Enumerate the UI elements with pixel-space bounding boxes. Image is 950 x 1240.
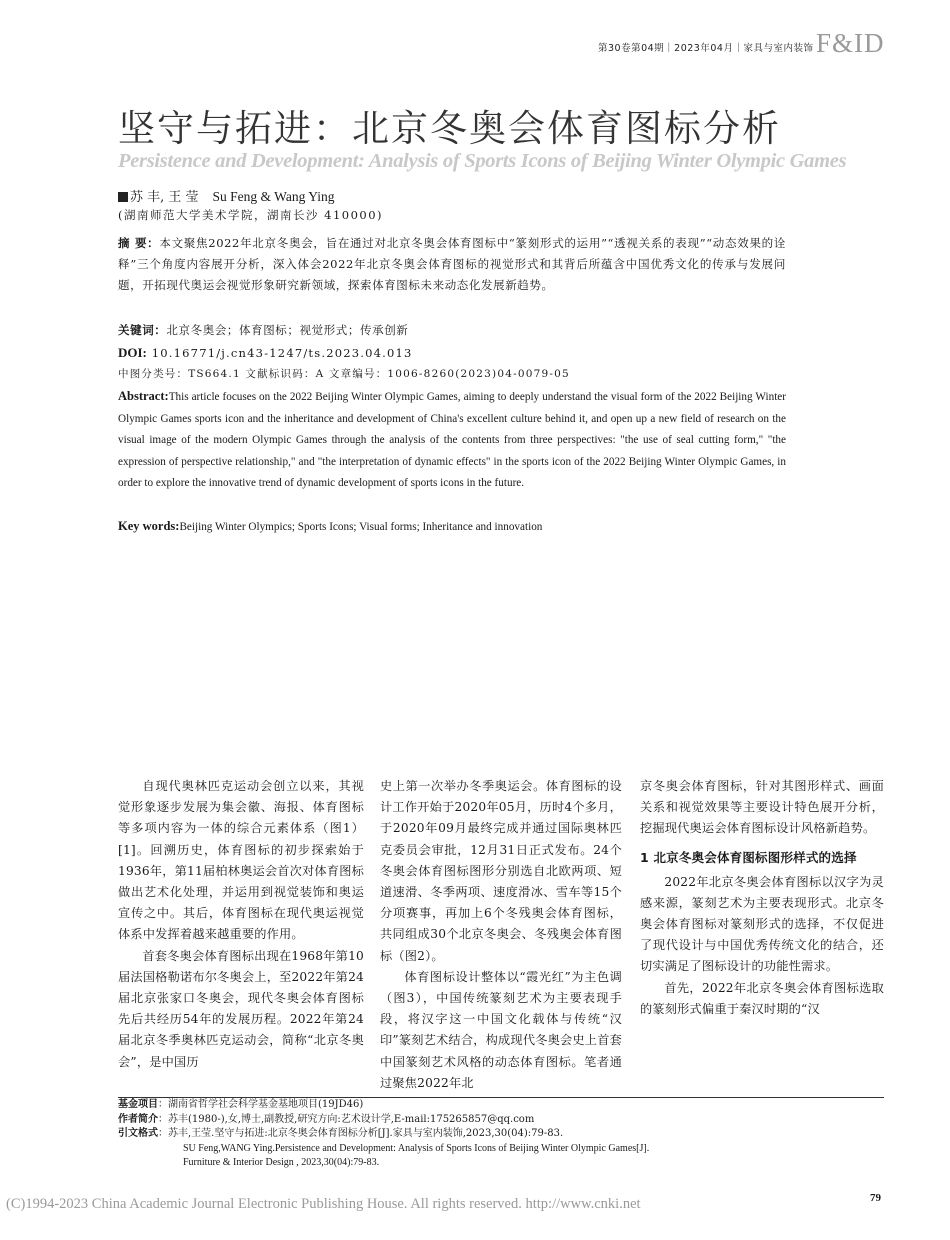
abstract-en-label: Abstract: — [118, 389, 169, 403]
body-column-2 — [380, 776, 622, 1094]
section-heading: 1 北京冬奥会体育图标图形样式的选择 — [640, 849, 857, 865]
page-number: 79 — [870, 1192, 881, 1204]
abstract-en-text: This article focuses on the 2022 Beijing Winter Olympic Games, aiming to deeply understand the visual form of the 2022 Beijing Winter Olympic Games sports icon and the inheritance and development of China's excellent culture behind it, and open up a new field of research on the visual image of the modern Olympic Games through the analysis of the contents from three perspectives: "the use of seal cutting form," "the expression of perspective relationship," and "the interpretation of dynamic effects" in the sports icon of the 2022 Beijing Winter Olympic Games, in order to explore the innovative trend of dynamic development of sports icons in the future. — [118, 391, 786, 489]
keywords-cn-text: 北京冬奥会；体育图标；视觉形式；传承创新 — [166, 323, 409, 337]
footnote-citation-cn: ：苏丰,王莹.坚守与拓进:北京冬奥会体育图标分析[J].家具与室内装饰,2023,30(04):79-83. — [158, 1128, 564, 1139]
footnote-fund-label: 基金项目 — [118, 1099, 158, 1110]
author-affiliation: (湖南师范大学美术学院，湖南长沙 410000) — [118, 208, 384, 222]
footnote-author-text: ：苏丰(1980-),女,博士,副教授,研究方向:艺术设计学,E-mail:175265857@qq.com — [158, 1113, 535, 1125]
classification-line: 中图分类号：TS664.1 文献标识码：A 文章编号：1006-8260(2023)04-0079-05 — [118, 368, 570, 380]
footnote-author-label: 作者简介 — [118, 1113, 158, 1125]
body-paragraph: 京冬奥会体育图标，针对其图形样式、画面关系和视觉效果等主要设计特色展开分析，挖掘现代奥运会体育图标设计风格新趋势。 — [640, 779, 884, 836]
footnote-citation-label: 引文格式 — [118, 1128, 158, 1139]
article-title-en: Persistence and Development: Analysis of Sports Icons of Beijing Winter Olympic Games — [118, 150, 847, 172]
body-paragraph: 首先，2022年北京冬奥会体育图标选取的篆刻形式偏重于秦汉时期的“汉 — [640, 980, 884, 1016]
authors-cn: 苏 丰, 王 莹 — [130, 190, 199, 205]
keywords-en-text: Beijing Winter Olympics; Sports Icons; Visual forms; Inheritance and innovation — [179, 521, 543, 533]
keywords-cn-label: 关键词： — [118, 323, 167, 337]
keywords-en-label: Key words: — [118, 519, 180, 533]
authors-line — [118, 186, 334, 205]
footnote-citation-en-2: Furniture & Interior Design , 2023,30(04):79-83. — [183, 1157, 380, 1168]
authors-en: Su Feng & Wang Ying — [212, 189, 335, 204]
body-paragraph: 史上第一次举办冬季奥运会。体育图标的设计工作开始于2020年05月，历时4个多月，于2020年09月最终完成并通过国际奥林匹克委员会审批，12月31日正式发布。24个冬奥会体育图标图形分别选自北欧两项、短道速滑、冬季两项、速度滑冰、雪车等15个分项赛事，再加上6个冬残奥会体育图标，共同组成30个北京冬奥会、冬残奥会体育图标（图2）。 — [380, 779, 622, 963]
doi-label: DOI: — [118, 345, 147, 360]
body-paragraph: 首套冬奥会体育图标出现在1968年第10届法国格勒诺布尔冬奥会上，至2022年第24届北京张家口冬奥会，现代冬奥会体育图标先后共经历54年的发展历程。2022年第24届北京冬季奥林匹克运动会，简称“北京冬奥会”，是中国历 — [118, 948, 364, 1069]
journal-header-meta: 第30卷第04期｜2023年04月｜家具与室内装饰 — [598, 43, 814, 54]
footnote-citation — [118, 1127, 884, 1142]
abstract-cn — [118, 233, 786, 296]
keywords-cn — [118, 320, 786, 341]
footnote-author — [118, 1113, 884, 1128]
body-column-3 — [640, 776, 884, 1020]
body-paragraph: 2022年北京冬奥会体育图标以汉字为灵感来源，篆刻艺术为主要表现形式。北京冬奥会体育图标对篆刻形式的选择，不仅促进了现代设计与中国优秀传统文化的结合，还切实满足了图标设计的功能性需求。 — [640, 874, 884, 974]
article-title-cn: 坚守与拓进：北京冬奥会体育图标分析 — [118, 107, 781, 150]
journal-logo: F&ID — [816, 28, 885, 58]
body-paragraph: 体育图标设计整体以“霞光红”为主色调（图3），中国传统篆刻艺术为主要表现手段，将汉字这一中国文化载体与传统“汉印”篆刻艺术结合，构成现代冬奥会史上首套中国篆刻艺术风格的动态体育图标。笔者通过聚焦2022年北 — [380, 969, 622, 1090]
abstract-en — [118, 386, 786, 495]
footnotes — [118, 1098, 884, 1171]
footnote-fund — [118, 1098, 884, 1113]
doi-line — [118, 342, 786, 364]
doi-link[interactable]: 10.16771/j.cn43-1247/ts.2023.04.013 — [151, 346, 413, 360]
footnote-fund-text: ：湖南省哲学社会科学基金基地项目(19JD46) — [158, 1099, 364, 1110]
body-column-1 — [118, 776, 364, 1073]
abstract-cn-label: 摘 要： — [118, 236, 160, 250]
abstract-cn-text: 本文聚焦2022年北京冬奥会，旨在通过对北京冬奥会体育图标中“篆刻形式的运用”“透视关系的表现”“动态效果的诠释”三个角度内容展开分析，深入体会2022年北京冬奥会体育图标的视觉形式和其背后所蕴含中国优秀文化的传承与发展问题，开拓现代奥运会视觉形象研究新领域，探索体育图标未来动态化发展新趋势。 — [118, 236, 786, 292]
copyright-notice: (C)1994-2023 China Academic Journal Electronic Publishing House. All rights reserved. http://www.cnki.net — [6, 1196, 641, 1212]
body-paragraph: 自现代奥林匹克运动会创立以来，其视觉形象逐步发展为集会徽、海报、体育图标等多项内容为一体的综合元素体系（图1）[1]。回溯历史，体育图标的初步探索始于1936年，第11届柏林奥运会首次对体育图标做出艺术化处理，并运用到视觉装饰和奥运宣传之中。其后，体育图标在现代奥运视觉体系中发挥着越来越重要的作用。 — [118, 779, 364, 942]
square-bullet-icon — [118, 192, 128, 202]
keywords-en — [118, 516, 786, 538]
footnote-citation-en-1: SU Feng,WANG Ying.Persistence and Development: Analysis of Sports Icons of Beijing Winter Olympic Games[J]. — [183, 1142, 650, 1154]
